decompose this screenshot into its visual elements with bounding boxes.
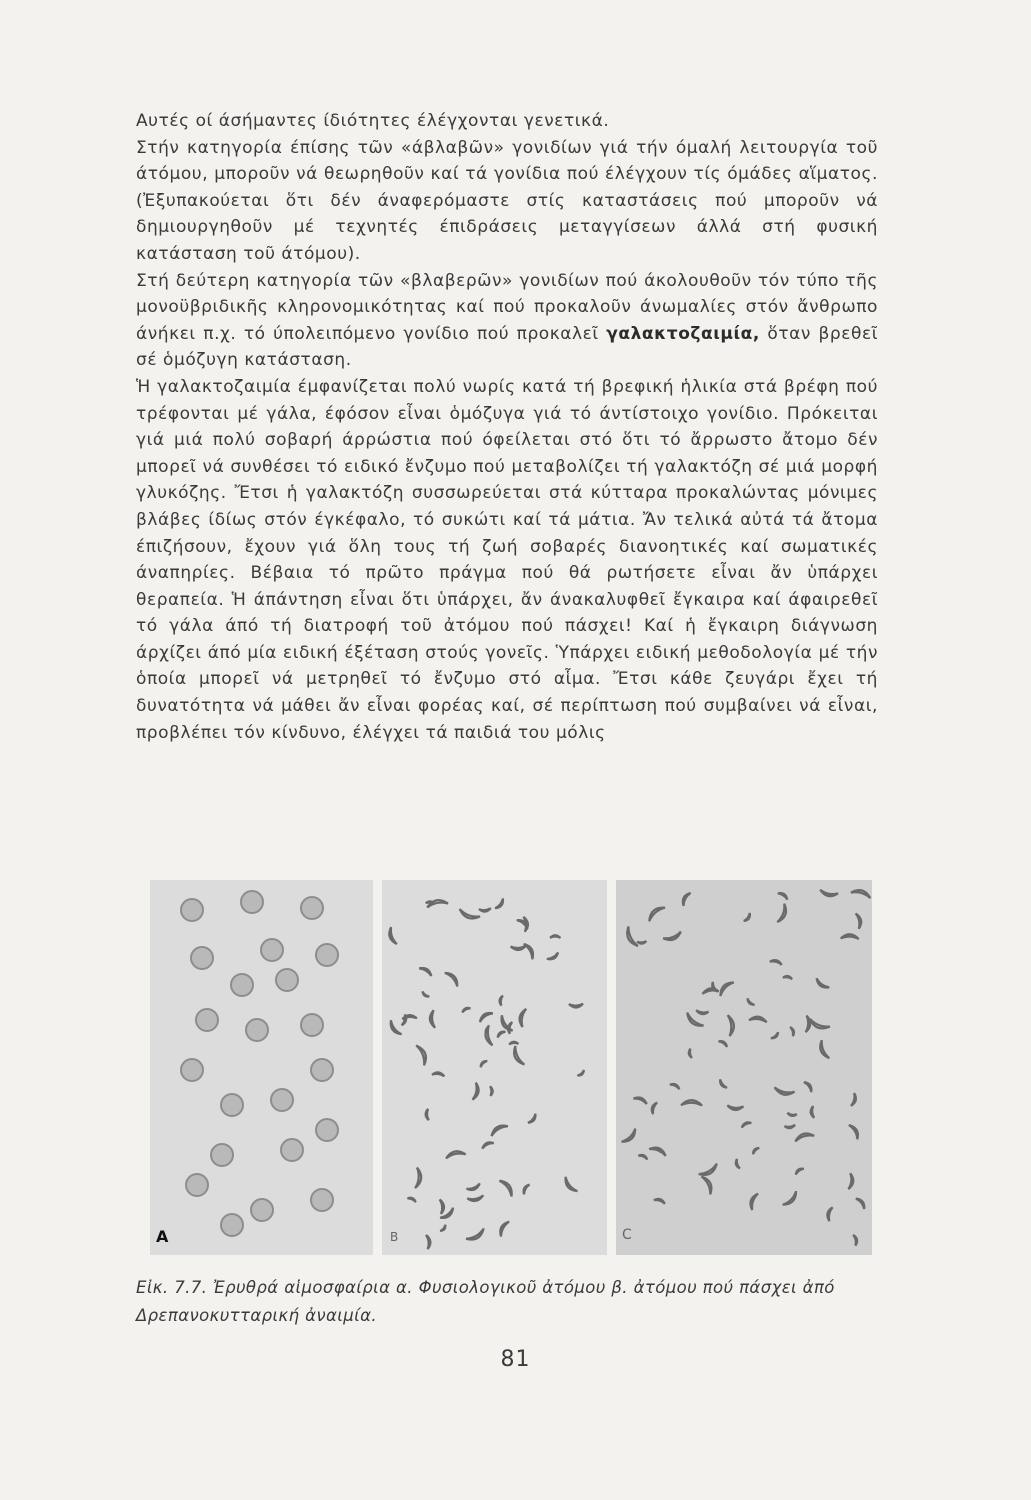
sickle-cell [681,1100,702,1106]
sickle-cell [688,1049,692,1059]
normal-cells-image [150,880,373,1255]
sickle-cell [749,1016,767,1023]
panel-b-label: B [390,1230,399,1244]
sickle-cell [569,1004,583,1008]
paragraph-2: Στήν κατηγορία έπίσης τῶν «άβλαβῶν» γονιδίων γιά τήν όμαλή λειτουργία τοῦ άτόμου, μποροῦν νά θεωρηθοῦν καί τά γονίδια πού έλέγχουν τίς όμάδες αἵματος. (Ἐξυπακούεται ὅτι δέν άναφερόμαστε στίς καταστάσεις πού μποροῦν νά δημιουργηθοῦν μέ τεχνητές έπιδράσεις μεταγγίσεων άλλά στή φυσική κατάσταση τοῦ άτόμου). [136,137,878,264]
sickle-cell [794,1131,814,1141]
sickle-cell [387,927,397,945]
normal-cell [276,969,298,991]
sickle-cell [458,909,480,921]
sickle-cell [646,904,665,922]
sickle-cell [547,952,560,961]
sickle-cell [777,904,789,924]
sickle-cell [440,1225,447,1233]
sickle-cell [496,1030,505,1038]
sickle-cell [702,1174,715,1194]
sickle-cell [624,926,638,948]
sickle-cell [696,1010,709,1015]
sickle-cell [817,1040,829,1060]
sickle-cell [440,1199,445,1214]
normal-cell [191,947,213,969]
body-text [136,108,878,746]
sickle-cell [445,970,461,987]
sickle-cells-image-c [616,880,872,1255]
normal-cell [181,899,203,921]
sickle-cell [426,1235,431,1250]
sickle-cell [419,965,433,976]
normal-cell [301,1014,323,1036]
paragraph-4: Ἡ γαλακτοζαιμία έμφανίζεται πολύ νωρίς κατά τή βρεφική ἡλικία στά βρέφη πού τρέφονται μέ γάλα, έφόσον εἶναι ὁμόζυγα γιά τό άντίστοιχο γονίδιο. Πρόκειται γιά μιά πολύ σοβαρή άρρώστια πού όφείλεται στό ὅτι τό ἄρρωστο ἄτομο δέν μπορεῖ νά συνθέσει τό ειδικό ἔνζυμο πού μεταβολίζει τή γαλακτόζη σέ μιά μορφή γλυκόζης. Ἔτσι ἡ γαλακτόζη συσσωρεύεται στά κύτταρα προκαλώντας μόνιμες βλάβες ίδίως στόν έγκέφαλο, τό συκώτι καί τά μάτια. Ἄν τελικά αὐτά τά ἄτομα έπιζήσουν, ἔχουν γιά ὅλη τους τή ζωή σοβαρές διανοητικές καί σωματικές άναπηρίες. Βέβαια τό πρῶτο πράγμα πού θά ρωτήσετε εἶναι ἄν ὑπάρχει θεραπεία. Ἡ άπάντηση εἶναι ὅτι ὑπάρχει, ἄν άνακαλυφθεῖ ἔγκαιρα καί άφαιρεθεῖ τό γάλα άπό τή διατροφή τοῦ ἀτόμου πού πάσχει! Καί ἡ ἔγκαιρη διάγνωση άρχίζει άπό μία ειδική έξέταση στούς γονεῖς. Ὑπάρχει ειδική μεθοδολογία μέ τήν ὁποία μπορεῖ νά μετρηθεῖ τό ἔνζυμο στό αἷμα. Ἔτσι κάθε ζευγάρι ἔχει τή δυνατότητα νά μάθει ἄν εἶναι φορέας καί, σέ περίπτωση πού συμβαίνει νά εἶναι, προβλέπει τόν κίνδυνο, έλέγχει τά παιδιά του μόλις [136,376,878,743]
normal-cell [211,1144,233,1166]
sickle-cell [562,1177,577,1194]
sickle-cell [794,1167,803,1175]
red-blood-cells-figure [150,880,872,1255]
sickle-cell [466,1228,486,1243]
sickle-cell [478,1010,493,1022]
paragraph-3-start: Στή δεύτερη κατηγορία τῶν «βλαβερῶν» γονιδίων πού άκολουθοῦν τόν τύπο τῆς μονοϋβριδικῆς κληρονομικότητας καί πού προκαλοῦν άνωμαλίες στόν ἄνθρωπο άνήκει π.χ. τό ύπολειπόμενο γονίδιο πού προκαλεῖ [136,270,878,344]
sickle-cell [421,991,429,998]
sickle-cell [511,945,527,950]
sickle-cell [684,1013,704,1030]
normal-cell [181,1059,203,1081]
sickle-cell [467,1195,484,1202]
page-number: 81 [500,1347,531,1372]
sickle-cell [432,1072,445,1077]
normal-cell [221,1214,243,1236]
figure-caption: Εἰκ. 7.7. Ἐρυθρά αἱμοσφαίρια α. Φυσιολογικοῦ ἀτόμου β. ἀτόμου πού πάσχει ἀπό Δρεπανοκυτταρική ἀναιμία. [136,1278,835,1325]
sickle-cell [848,1173,854,1189]
sickle-cell [771,1032,780,1040]
sickle-cell [741,1121,752,1128]
sickle-cell [727,1105,743,1110]
sickle-cell [638,1153,648,1159]
galactosemia-term: γαλακτοζαιμία, [606,323,760,344]
sickle-cell [511,1046,525,1067]
sickle-cell [810,1106,814,1118]
sickle-cell [499,995,503,1005]
sickle-cell [466,1183,481,1192]
sickle-cell [804,1080,814,1092]
sickle-cell [819,890,838,898]
normal-cell [231,974,253,996]
normal-cell [316,1119,338,1141]
sickle-cell [746,998,755,1006]
normal-cell [311,1189,333,1211]
sickle-cell [787,1113,797,1117]
sickle-cell [654,1197,666,1203]
sickle-cell [814,978,829,990]
panel-normal-cells [150,880,373,1255]
sickle-cell [841,934,859,939]
sickle-cell [663,932,682,943]
normal-cell [271,1089,293,1111]
sickle-cell [461,1006,470,1012]
sickle-cell [550,935,560,938]
sickle-cell [425,1109,429,1120]
sickle-cell [524,942,536,959]
sickle-cell [783,975,793,979]
sickle-cell [416,1043,429,1065]
sickle-cell [495,898,505,910]
normal-cell [221,1094,243,1116]
panel-sickle-cells-c [616,880,872,1255]
sickle-cell [429,1010,435,1028]
sickle-cell [770,959,783,965]
sickle-cell [785,1125,796,1129]
sickle-cell [484,1025,493,1046]
sickle-cell [633,1095,648,1104]
sickle-cells-image-b [382,880,607,1255]
sickle-cell [387,1020,401,1037]
normal-cell [301,897,323,919]
sickle-cell [719,1039,729,1047]
normal-cell [281,1139,303,1161]
sickle-cell [528,1114,538,1125]
sickle-cell [479,1059,487,1067]
sickle-cell [790,1026,795,1036]
sickle-cell [808,1019,830,1032]
paragraph-3-end: ὅταν βρεθεῖ σέ ὁμόζυγη κατάσταση. [136,323,878,371]
sickle-cell [826,1207,833,1222]
normal-cell [241,891,263,913]
normal-cell [261,939,283,961]
normal-cell [196,1009,218,1031]
normal-cell [251,1199,273,1221]
sickle-cell [778,891,789,899]
sickle-cell [490,1086,493,1096]
sickle-cell [851,1093,857,1107]
panel-sickle-cells-b [382,880,607,1255]
panel-c-label: C [622,1227,632,1243]
sickle-cell [856,913,863,929]
normal-cell [316,944,338,966]
sickle-cell [415,1168,422,1189]
sickle-cell [670,1082,681,1089]
paragraph-3 [136,268,878,374]
sickle-cell [728,1015,735,1036]
sickle-cell [489,1122,508,1136]
sickle-cell [509,1042,518,1045]
normal-cell [246,1019,268,1041]
sickle-cell [522,1183,530,1194]
normal-cell [186,1174,208,1196]
sickle-cell [481,1140,494,1148]
sickle-cell [752,1146,760,1154]
sickle-cell [853,1234,858,1245]
panel-a-label: A [156,1227,169,1246]
sickle-cell [622,1129,639,1145]
sickle-cell [680,891,690,906]
sickle-cell [806,1016,811,1033]
sickle-cell [718,1079,727,1089]
sickle-cell [856,1197,867,1209]
sickle-cell [472,1083,480,1101]
sickle-cell [744,913,752,923]
normal-cell [311,1059,333,1081]
sickle-cell [748,1192,758,1210]
sickle-cell [773,1087,794,1096]
sickle-cell [783,1191,800,1208]
sickle-cell [735,1159,740,1169]
sickle-cell [717,979,734,996]
sickle-cell [407,1196,416,1202]
sickle-cell [518,1008,526,1027]
sickle-cell [445,1149,466,1158]
sickle-cell [649,1145,667,1156]
sickle-cell [479,908,491,912]
sickle-cell [650,1102,657,1115]
sickle-cell [499,1178,515,1197]
sickle-cell [637,941,646,944]
sickle-cell [577,1070,585,1077]
sickle-cell [849,1123,861,1139]
sickle-cell [851,888,872,898]
paragraph-1: Αυτές οί άσήμαντες ίδιότητες έλέγχονται γενετικά. [136,111,610,131]
sickle-cell [497,1220,509,1237]
